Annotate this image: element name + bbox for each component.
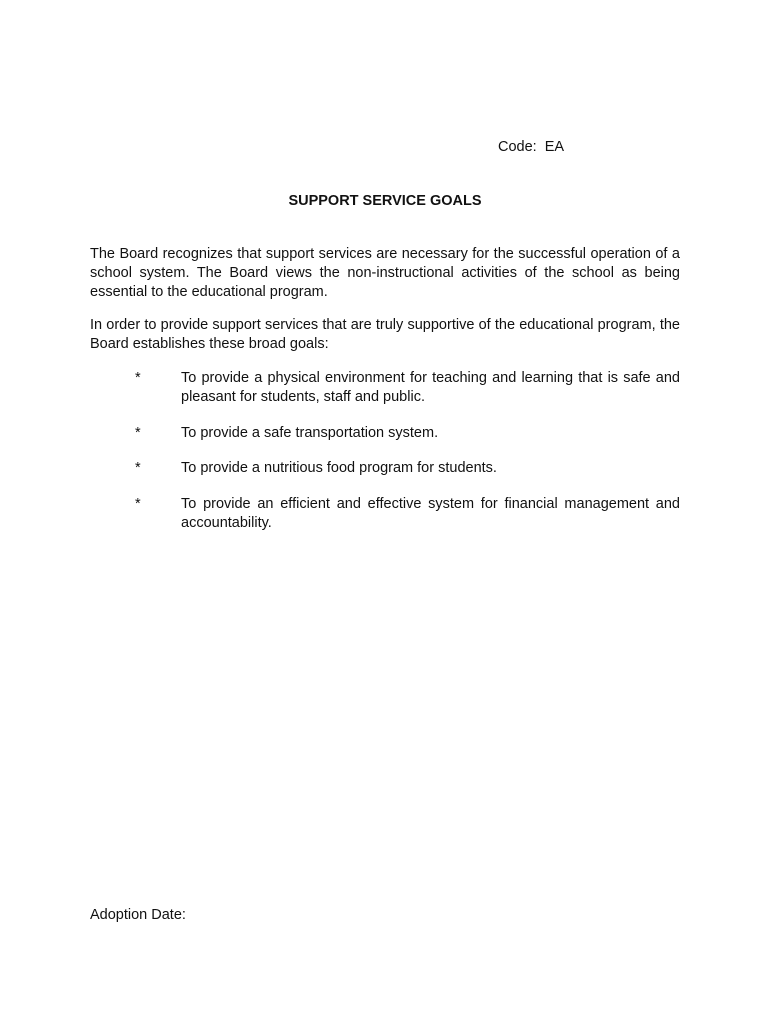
document-title: SUPPORT SERVICE GOALS	[288, 193, 482, 209]
goal-item	[90, 459, 680, 478]
bullet-asterisk-icon: *	[135, 370, 141, 386]
goals-list	[90, 369, 680, 549]
goal-text: To provide a safe transportation system.	[181, 424, 439, 441]
bullet-asterisk-icon: *	[135, 424, 141, 441]
goal-item	[90, 369, 680, 407]
policy-code	[498, 137, 564, 157]
goal-text: To provide a nutritious food program for students.	[181, 460, 497, 476]
adoption-date: Adoption Date:	[90, 907, 186, 923]
intro-paragraph: The Board recognizes that support services are necessary for the successful operation of a school system. The Board views the non-instructional activities of the school as being essential to the educational program.	[90, 246, 680, 300]
bullet-asterisk-icon: *	[135, 495, 141, 512]
bullet-asterisk-icon: *	[135, 460, 141, 476]
policy-code-label: Code:	[498, 139, 537, 155]
goal-text: To provide an efficient and effective system for financial management and accountability.	[181, 495, 680, 531]
goals-intro-paragraph: In order to provide support services that are truly supportive of the educational program, the Board establishes these broad goals:	[90, 317, 680, 352]
goal-text: To provide a physical environment for teaching and learning that is safe and pleasant for students, staff and public.	[181, 370, 680, 405]
goal-item	[90, 424, 680, 443]
goal-item	[90, 495, 680, 533]
policy-code-value: EA	[544, 139, 565, 155]
